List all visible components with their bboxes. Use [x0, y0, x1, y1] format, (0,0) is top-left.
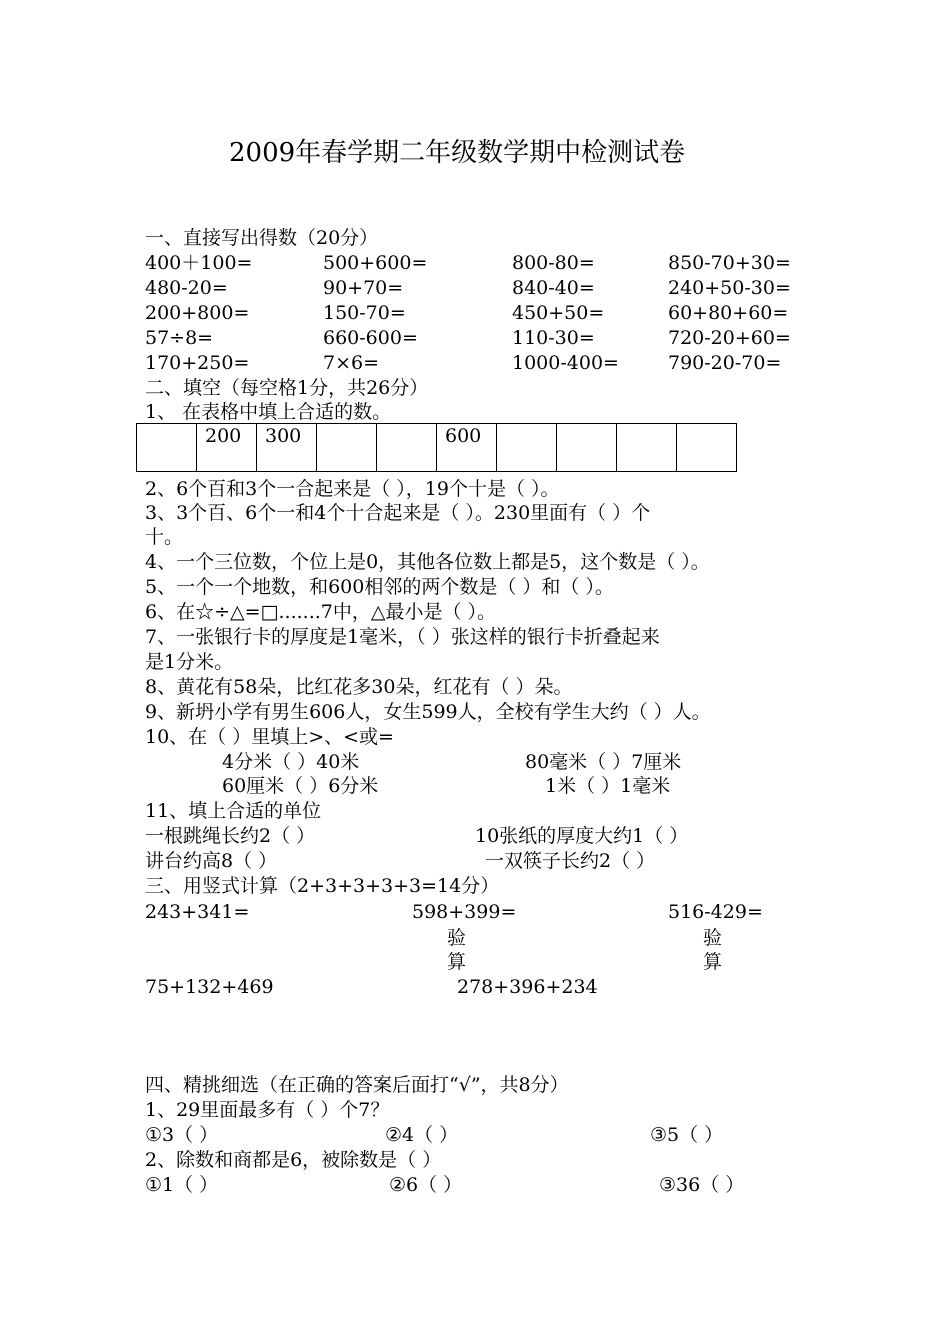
number-table: [136, 423, 737, 472]
vertical-calc: 598+399=: [412, 901, 517, 923]
arith-cell: 790-20-70=: [668, 352, 782, 374]
table-cell[interactable]: [557, 424, 617, 472]
question-5: 5、一个一个地数，和600相邻的两个数是（ ）和（ ）。: [145, 576, 614, 598]
choice-option[interactable]: ③36（ ）: [659, 1174, 745, 1196]
question-8: 8、黄花有58朵，比红花多30朵，红花有（ ）朵。: [145, 676, 573, 698]
table-cell[interactable]: [497, 424, 557, 472]
arith-cell: 7×6=: [323, 352, 380, 374]
choice-option[interactable]: ②6（ ）: [389, 1174, 463, 1196]
table-cell[interactable]: [617, 424, 677, 472]
unit-item: 一双筷子长约2（ ）: [485, 850, 656, 872]
check-label: 验: [447, 927, 467, 949]
table-cell[interactable]: [137, 424, 197, 472]
question-3: 3、3个百、6个一和4个十合起来是（ ）。230里面有（ ）个: [145, 502, 651, 524]
vertical-calc: 75+132+469: [145, 976, 274, 998]
section1-heading: 一、直接写出得数（20分）: [145, 227, 379, 249]
choice-option[interactable]: ①1（ ）: [145, 1174, 219, 1196]
unit-item: 10张纸的厚度大约1（ ）: [475, 825, 689, 847]
arith-cell: 800-80=: [512, 252, 595, 274]
unit-item: 一根跳绳长约2（ ）: [145, 825, 316, 847]
choice-option[interactable]: ③5（ ）: [650, 1124, 724, 1146]
table-cell[interactable]: [317, 424, 377, 472]
table-cell[interactable]: 600: [437, 424, 497, 472]
vertical-calc: 243+341=: [145, 901, 250, 923]
arith-cell: 60+80+60=: [668, 302, 789, 324]
table-cell[interactable]: [377, 424, 437, 472]
arith-cell: 170+250=: [145, 352, 250, 374]
table-cell[interactable]: 200: [197, 424, 257, 472]
section3-heading: 三、用竖式计算（2+3+3+3+3=14分）: [145, 875, 500, 897]
question-7-cont: 是1分米。: [145, 651, 234, 673]
unit-item: 讲台约高8（ ）: [145, 850, 278, 872]
choice-question-2: 2、除数和商都是6，被除数是（ ）: [145, 1149, 442, 1171]
compare-item: 4分米（ ）40米: [222, 751, 360, 773]
section4-heading: 四、精挑细选（在正确的答案后面打“√”，共8分）: [145, 1074, 569, 1096]
question-7: 7、一张银行卡的厚度是1毫米，（ ）张这样的银行卡折叠起来: [145, 626, 660, 648]
arith-cell: 720-20+60=: [668, 327, 791, 349]
check-label: 算: [703, 951, 723, 973]
arith-cell: 1000-400=: [512, 352, 619, 374]
check-label: 算: [447, 951, 467, 973]
arith-cell: 57÷8=: [145, 327, 214, 349]
vertical-calc: 516-429=: [668, 901, 763, 923]
arith-cell: 480-20=: [145, 277, 228, 299]
table-row: [137, 424, 737, 472]
arith-cell: 840-40=: [512, 277, 595, 299]
arith-cell: 200+800=: [145, 302, 250, 324]
arith-cell: 240+50-30=: [668, 277, 791, 299]
compare-item: 1米（ ）1毫米: [545, 775, 671, 797]
choice-option[interactable]: ①3（ ）: [145, 1124, 219, 1146]
compare-item: 80毫米（ ）7厘米: [525, 751, 682, 773]
question-1: 1、 在表格中填上合适的数。: [145, 401, 392, 423]
arith-cell: 450+50=: [512, 302, 605, 324]
table-cell[interactable]: [677, 424, 737, 472]
choice-question-1: 1、29里面最多有（ ）个7？: [145, 1099, 390, 1121]
section2-heading: 二、填空（每空格1分，共26分）: [145, 377, 429, 399]
vertical-calc: 278+396+234: [457, 976, 598, 998]
arith-cell: 850-70+30=: [668, 252, 791, 274]
table-cell[interactable]: 300: [257, 424, 317, 472]
arith-cell: 90+70=: [323, 277, 404, 299]
arith-cell: 150-70=: [323, 302, 406, 324]
arith-cell: 660-600=: [323, 327, 418, 349]
check-label: 验: [703, 927, 723, 949]
question-6: 6、在☆÷△=□.......7中，△最小是（ ）。: [145, 601, 497, 623]
question-10: 10、在（ ）里填上>、<或=: [145, 726, 394, 748]
question-2: 2、6个百和3个一合起来是（ ），19个十是（ ）。: [145, 478, 560, 500]
page-title: 2009年春学期二年级数学期中检测试卷: [229, 138, 686, 168]
arith-cell: 500+600=: [323, 252, 428, 274]
arith-cell: 110-30=: [512, 327, 595, 349]
choice-option[interactable]: ②4（ ）: [385, 1124, 459, 1146]
question-3-cont: 十。: [145, 526, 184, 548]
compare-item: 60厘米（ ）6分米: [222, 775, 379, 797]
question-11: 11、填上合适的单位: [145, 800, 322, 822]
question-9: 9、新坍小学有男生606人，女生599人，全校有学生大约（ ）人。: [145, 701, 711, 723]
arith-cell: 400＋100=: [145, 252, 253, 274]
question-4: 4、一个三位数，个位上是0，其他各位数上都是5，这个数是（ ）。: [145, 551, 710, 573]
